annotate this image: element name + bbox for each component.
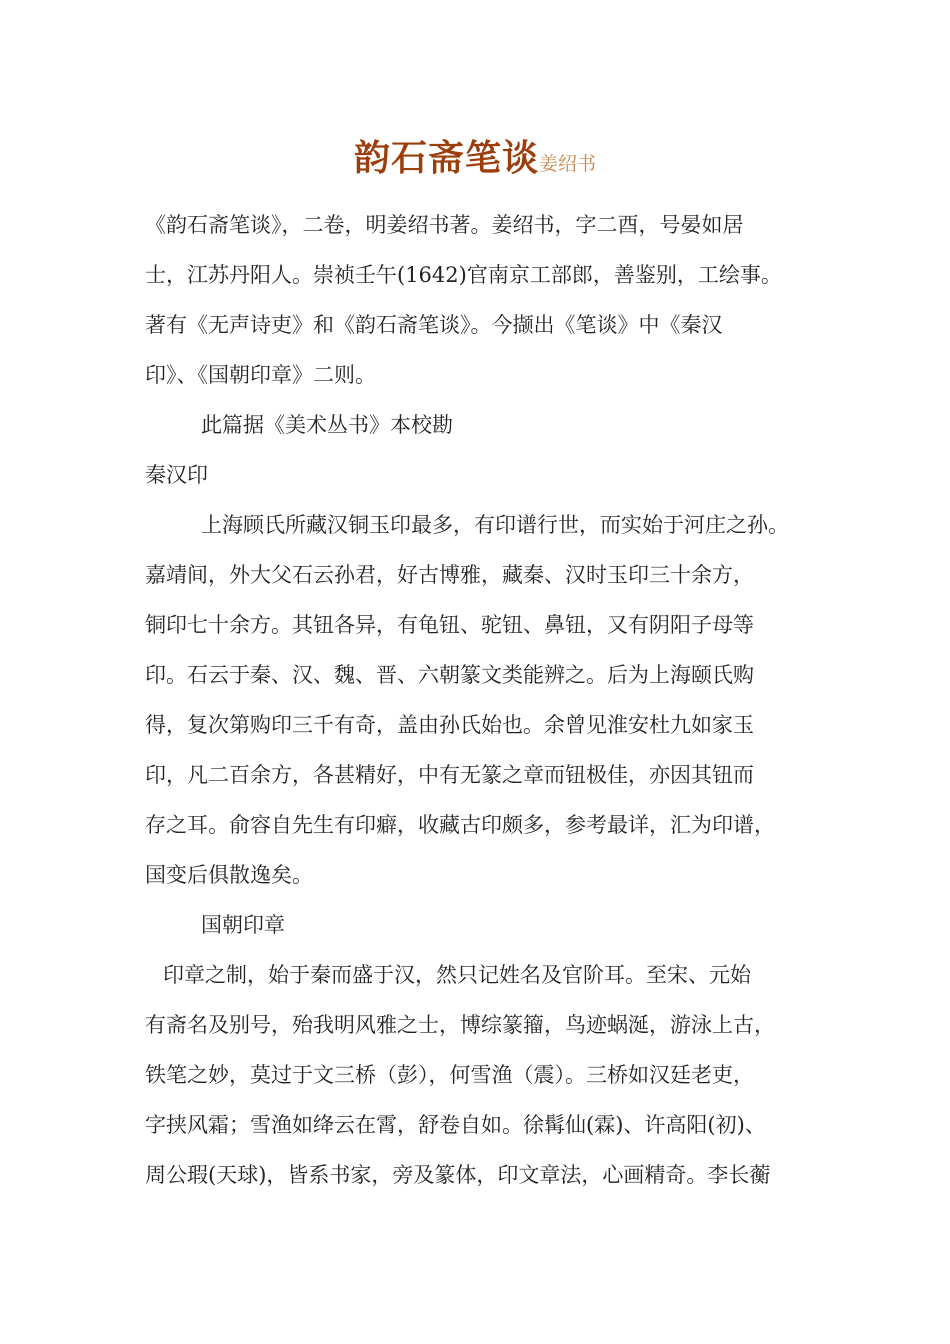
text-line: 此篇据《美术丛书》本校勘 (201, 413, 453, 437)
text-line: 存之耳。俞容自先生有印癖，收藏古印颇多，参考最详，汇为印谱， (145, 813, 775, 837)
text-line: 国朝印章 (201, 913, 285, 937)
text-line: 有斋名及别号，殆我明风雅之士，博综篆籀，鸟迹蜗涎，游泳上古， (145, 1013, 775, 1037)
text-line: 《韵石斋笔谈》，二卷，明姜绍书著。姜绍书，字二酉，号晏如居 (145, 213, 744, 237)
text-line: 国变后俱散逸矣。 (145, 863, 313, 887)
text-line: 著有《无声诗吏》和《韵石斋笔谈》。今撷出《笔谈》中《秦汉 (145, 313, 723, 337)
text-line: 印章之制，始于秦而盛于汉，然只记姓名及官阶耳。至宋、元始 (163, 963, 751, 987)
text-line: 上海顾氏所藏汉铜玉印最多，有印谱行世，而实始于河庄之孙。 (201, 513, 789, 537)
text-line: 铜印七十余方。其钮各异，有龟钮、驼钮、鼻钮，又有阴阳子母等 (145, 613, 754, 637)
text-line: 得，复次第购印三千有奇，盖由孙氏始也。余曾见淮安杜九如家玉 (145, 713, 754, 737)
text-line: 字挟风霜；雪渔如绛云在霄，舒卷自如。徐髯仙(霖)、许高阳(初)、 (145, 1113, 766, 1137)
text-line: 嘉靖间，外大父石云孙君，好古博雅，藏秦、汉时玉印三十余方， (145, 563, 754, 587)
text-line: 铁笔之妙，莫过于文三桥（彭），何雪渔（震）。三桥如汉廷老吏， (145, 1063, 754, 1087)
text-line: 士，江苏丹阳人。崇祯壬午(1642)官南京工部郎，善鉴别，工绘事。 (145, 263, 782, 287)
text-line: 周公瑕(天球)，皆系书家，旁及篆体，印文章法，心画精奇。李长蘅 (145, 1163, 771, 1187)
body-text (145, 200, 813, 1200)
text-line: 印，凡二百余方，各甚精好，中有无篆之章而钮极佳，亦因其钮而 (145, 763, 754, 787)
document-title (0, 130, 950, 181)
text-line: 印。石云于秦、汉、魏、晋、六朝篆文类能辨之。后为上海颐氏购 (145, 663, 754, 687)
text-line: 秦汉印 (145, 463, 208, 487)
title-author: 姜绍书 (539, 153, 597, 175)
title-main: 韵石斋笔谈 (353, 137, 539, 179)
text-line: 印》、《国朝印章》二则。 (145, 363, 376, 387)
